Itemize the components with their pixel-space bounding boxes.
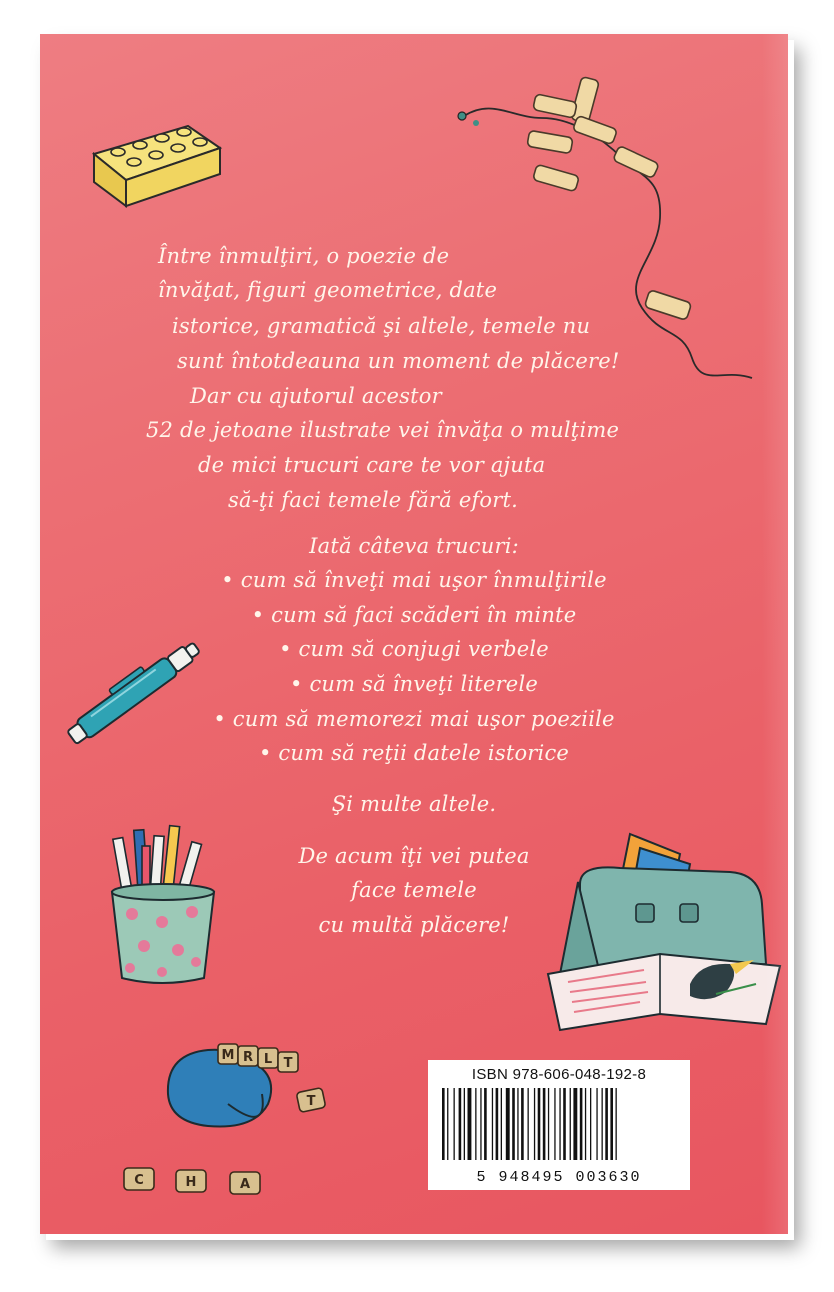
closing-line-3: cu multă plăcere! — [318, 913, 510, 937]
isbn-number: ISBN 978-606-048-192-8 — [471, 1066, 647, 1083]
tricks-heading: Iată câteva trucuri: — [309, 534, 519, 558]
barcode-bar — [602, 1088, 603, 1160]
barcode-bar — [573, 1088, 577, 1160]
barcode-bar — [543, 1088, 546, 1160]
trick-item-1: • cum să înveţi mai uşor înmulţirile — [221, 568, 607, 592]
barcode-bar — [528, 1088, 529, 1160]
barcode-bar — [563, 1088, 566, 1160]
intro-line-8: să-ţi faci temele fără efort. — [228, 488, 519, 512]
tile-letter-t2: T — [306, 1094, 316, 1109]
tile-letter-m: M — [221, 1048, 235, 1063]
trick-item-3: • cum să conjugi verbele — [279, 637, 549, 661]
tile-letter-l: L — [263, 1052, 273, 1067]
more-text: Şi multe altele. — [331, 792, 497, 816]
isbn-barcode-box — [428, 1060, 690, 1190]
tile-letter-r: R — [242, 1050, 254, 1065]
barcode-bar — [534, 1088, 535, 1160]
barcode-bar — [521, 1088, 524, 1160]
barcode-bar — [468, 1088, 472, 1160]
barcode-bar — [512, 1088, 515, 1160]
intro-line-5: Dar cu ajutorul acestor — [190, 384, 442, 408]
barcode-bar — [496, 1088, 499, 1160]
barcode-bar — [459, 1088, 462, 1160]
barcode-bar — [492, 1088, 493, 1160]
intro-line-6: 52 de jetoane ilustrate vei învăţa o mulţime — [146, 418, 620, 442]
barcode-bar — [506, 1088, 510, 1160]
barcode-bar — [475, 1088, 476, 1160]
tile-letter-c: C — [134, 1173, 144, 1188]
barcode-bar — [480, 1088, 481, 1160]
intro-line-3: istorice, gramatică şi altele, temele nu — [172, 314, 591, 338]
trick-item-4: • cum să înveţi literele — [290, 672, 538, 696]
barcode-bar — [464, 1088, 465, 1160]
lego-brick-illustration — [88, 118, 228, 208]
barcode-bar — [580, 1088, 583, 1160]
barcode-bar — [559, 1088, 560, 1160]
book-back-cover — [40, 34, 788, 1234]
barcode-bar — [616, 1088, 617, 1160]
barcode-bar — [442, 1088, 445, 1160]
tile-letter-t: T — [283, 1056, 293, 1071]
tile-letter-a: A — [239, 1177, 251, 1192]
trick-item-2: • cum să faci scăderi în minte — [251, 603, 577, 627]
barcode-bar — [596, 1088, 597, 1160]
barcode-bar — [501, 1088, 502, 1160]
barcode-bar — [605, 1088, 608, 1160]
loose-letter-tiles — [120, 1164, 280, 1204]
barcode-bar — [517, 1088, 518, 1160]
barcode-bar — [484, 1088, 487, 1160]
trick-item-5: • cum să memorezi mai uşor poeziile — [213, 707, 615, 731]
intro-line-7: de mici trucuri care te vor ajuta — [198, 453, 546, 477]
barcode-bar — [447, 1088, 448, 1160]
closing-line-1: De acum îţi vei putea — [298, 844, 530, 868]
barcode-bar — [590, 1088, 591, 1160]
ean-number: 5 948495 003630 — [476, 1169, 642, 1186]
barcode-bar — [610, 1088, 613, 1160]
tile-letter-h: H — [185, 1175, 197, 1190]
barcode-bar — [570, 1088, 571, 1160]
intro-line-4: sunt întotdeauna un moment de plăcere! — [177, 349, 620, 373]
barcode-bar — [554, 1088, 555, 1160]
closing-line-2: face temele — [351, 878, 477, 902]
barcode-bar — [548, 1088, 549, 1160]
intro-line-1: Între înmulţiri, o poezie de — [158, 244, 450, 268]
intro-line-2: învăţat, figuri geometrice, date — [158, 278, 498, 302]
barcode-bars — [442, 1088, 676, 1160]
barcode-bar — [585, 1088, 586, 1160]
letter-tile-pouch-illustration — [158, 1034, 338, 1134]
barcode-bar — [454, 1088, 455, 1160]
trick-item-6: • cum să reţii datele istorice — [258, 741, 570, 765]
barcode-bar — [538, 1088, 541, 1160]
